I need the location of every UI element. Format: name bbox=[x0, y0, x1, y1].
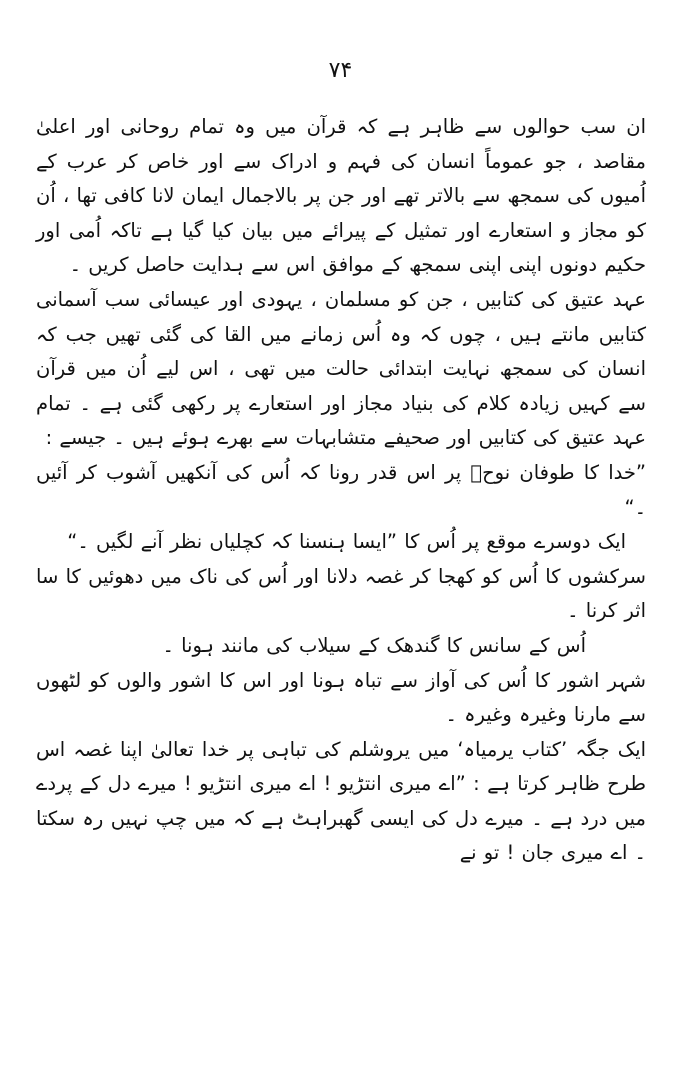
quote-breath: اُس کے سانس کا گندھک کے سیلاب کی مانند ہونا ۔ bbox=[162, 633, 586, 657]
quote-laughing: ایک دوسرے موقع پر اُس کا ”ایسا ہنسنا کہ کچلیاں نظر آنے لگیں ۔“ bbox=[67, 530, 626, 554]
paragraph-1: ان سب حوالوں سے ظاہر ہے کہ قرآن میں وہ تمام روحانی اور اعلیٰ مقاصد ، جو عموماً انسان کی فہم و ادراک سے اور خاص کر عرب کے اُمیوں کی سمجھ سے بالاتر تھے اور جن پر بالاجمال ایمان لانا کافی تھا ، اُن کو مجاز و استعارے اور تمثیل کے پیرائے میں بیان کیا گیا ہے تاکہ اُمی اور حکیم دونوں اپنی اپنی سمجھ کے موافق اس سے ہدایت حاصل کریں ۔ bbox=[36, 115, 646, 277]
quote-flood: ”خدا کا طوفان نوحؑ پر اس قدر رونا کہ اُس کی آنکھیں آشوب کر آئیں ۔“ bbox=[36, 460, 646, 519]
page-number: ۷۴ bbox=[328, 58, 353, 83]
paragraph-jeremiah: ایک جگہ ’کتاب یرمیاہ‘ میں یروشلم کی تباہی پر خدا تعالیٰ اپنا غصہ اس طرح ظاہر کرتا ہے : ”اے میری انتڑیو ! اے میری انتڑیو ! میرے دل کے پردے میں درد ہے ۔ میرے دل کی ایسی گھبراہٹ ہے کہ میں چپ نہیں رہ سکتا ۔ اے میری جان ! تو نے bbox=[36, 737, 646, 865]
paragraph-2: عہد عتیق کی کتابیں ، جن کو مسلمان ، یہودی اور عیسائی سب آسمانی کتابیں مانتے ہیں ، چوں کہ وہ اُس زمانے میں القا کی گئی تھیں جب کہ انسان کی سمجھ نہایت ابتدائی حالت میں تھی ، اس لیے اُن میں قرآن سے کہیں زیادہ کلام کی بنیاد مجاز اور استعارے پر رکھی گئی ہے ۔ تمام عہد عتیق کی کتابیں اور صحیفے متشابہات سے بھرے ہوئے ہیں ۔ جیسے : bbox=[36, 287, 646, 450]
body-text bbox=[36, 110, 646, 871]
quote-rebels: سرکشوں کا اُس کو کھجا کر غصہ دلانا اور اُس کی ناک میں دھوئیں کا سا اثر کرنا ۔ bbox=[36, 564, 646, 623]
quote-ashur: شہر اشور کا اُس کی آواز سے تباہ ہونا اور اس کا اشور والوں کو لٹھوں سے مارنا وغیرہ وغیرہ ۔ bbox=[36, 668, 646, 727]
